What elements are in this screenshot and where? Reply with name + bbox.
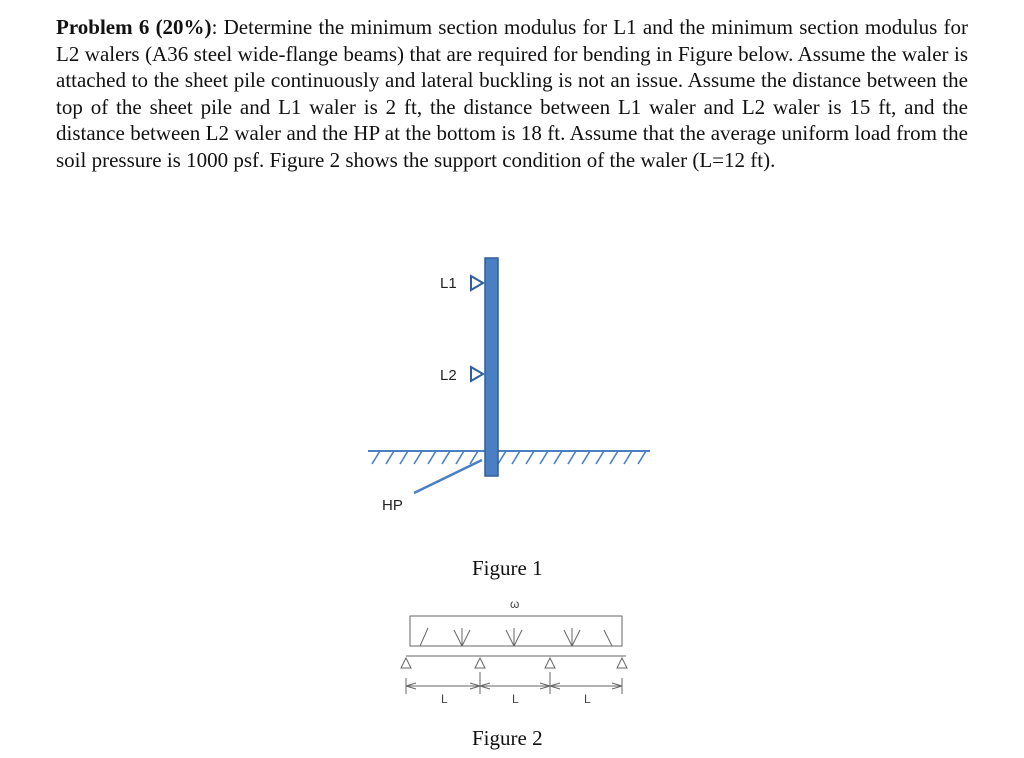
span-dimension-line bbox=[406, 672, 622, 694]
figure-1-caption: Figure 1 bbox=[472, 556, 543, 580]
l2-label: L2 bbox=[440, 367, 457, 384]
problem-heading: Problem 6 (20%) bbox=[56, 15, 212, 39]
load-arrows bbox=[420, 628, 612, 646]
problem-body: : Determine the minimum section modulus for L1 and the minimum section modulus for L2 walers (A36 steel wide-flange beams) that are required for bending in Figure below. Assume the waler is attached to the sheet pile continuously and lateral buckling is not an issue. Assume the distance between the top of the sheet pile and L1 waler is 2 ft, the distance between L1 waler and L2 waler is 15 ft, and the distance between L2 waler and the HP at the bottom is 18 ft. Assume that the average uniform load from the soil pressure is 1000 psf. Figure 2 shows the support condition of the waler (L=12 ft). bbox=[56, 15, 968, 172]
span-label-3: L bbox=[584, 692, 591, 706]
span-label-2: L bbox=[512, 692, 519, 706]
support-4-icon bbox=[617, 658, 627, 668]
l1-label: L1 bbox=[440, 275, 457, 292]
figure-2-caption: Figure 2 bbox=[472, 726, 543, 750]
support-1-icon bbox=[401, 658, 411, 668]
support-3-icon bbox=[545, 658, 555, 668]
span-label-1: L bbox=[441, 692, 448, 706]
support-2-icon bbox=[475, 658, 485, 668]
hp-label: HP bbox=[382, 497, 403, 514]
load-label: ω bbox=[510, 597, 520, 611]
